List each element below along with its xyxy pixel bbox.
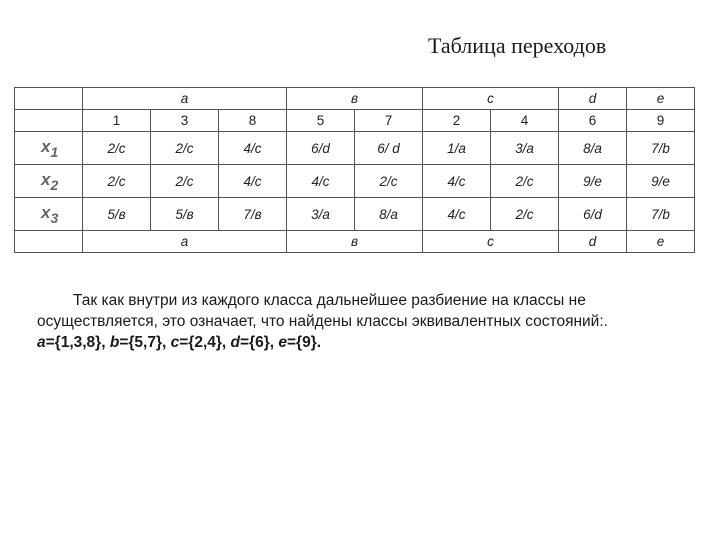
class-set: ={9} xyxy=(287,334,317,351)
class-name: c xyxy=(170,334,180,351)
transition-cell: 2/c xyxy=(83,132,151,165)
class-separator: , xyxy=(101,334,110,351)
state-cell: 3 xyxy=(151,110,219,132)
transition-cell: 4/c xyxy=(287,165,355,198)
page-title: Таблица переходов xyxy=(428,33,607,58)
corner-cell xyxy=(15,231,83,253)
transition-cell: 5/в xyxy=(151,198,219,231)
input-subscript: 3 xyxy=(50,209,59,226)
transition-cell: 8/a xyxy=(559,132,627,165)
transition-cell: 4/c xyxy=(219,165,287,198)
table-row xyxy=(15,165,695,198)
equivalence-classes-list xyxy=(37,332,677,353)
transition-cell: 7/b xyxy=(627,198,695,231)
transition-cell: 2/c xyxy=(491,198,559,231)
table-row xyxy=(15,198,695,231)
class-footer-cell: в xyxy=(287,231,423,253)
class-separator: , xyxy=(269,334,279,351)
state-cell: 5 xyxy=(287,110,355,132)
paragraph-line-1: Так как внутри из каждого класса дальнейшее разбиение на классы не xyxy=(73,292,586,309)
input-var: x xyxy=(41,136,51,156)
state-cell: 2 xyxy=(423,110,491,132)
class-header-row xyxy=(15,88,695,110)
table-row xyxy=(15,132,695,165)
class-header-cell: c xyxy=(423,88,559,110)
class-header-cell: d xyxy=(559,88,627,110)
class-name: a xyxy=(37,334,46,351)
class-name: d xyxy=(230,334,240,351)
class-separator: , xyxy=(221,334,231,351)
transition-cell: 5/в xyxy=(83,198,151,231)
class-separator: , xyxy=(161,334,171,351)
class-footer-cell: e xyxy=(627,231,695,253)
transition-cell: 9/e xyxy=(627,165,695,198)
class-header-cell: e xyxy=(627,88,695,110)
paragraph-line-2: осуществляется, это означает, что найдены классы эквивалентных состояний:. xyxy=(37,313,608,330)
input-var: x xyxy=(41,169,51,189)
input-subscript: 2 xyxy=(50,176,59,193)
state-cell: 4 xyxy=(491,110,559,132)
transition-cell: 3/a xyxy=(287,198,355,231)
input-symbol-label xyxy=(15,165,83,198)
transition-cell: 6/d xyxy=(559,198,627,231)
corner-cell xyxy=(15,110,83,132)
states-row xyxy=(15,110,695,132)
class-separator: . xyxy=(316,334,322,351)
class-header-cell: a xyxy=(83,88,287,110)
transition-cell: 4/c xyxy=(219,132,287,165)
state-cell: 8 xyxy=(219,110,287,132)
class-set: ={6} xyxy=(240,334,270,351)
class-footer-cell: a xyxy=(83,231,287,253)
class-footer-cell: c xyxy=(423,231,559,253)
transition-cell: 2/c xyxy=(83,165,151,198)
transition-cell: 7/в xyxy=(219,198,287,231)
transition-cell: 2/c xyxy=(491,165,559,198)
class-set: ={5,7} xyxy=(119,334,162,351)
class-set: ={1,3,8} xyxy=(45,334,102,351)
conclusion-paragraph xyxy=(37,290,677,353)
state-cell: 9 xyxy=(627,110,695,132)
transition-cell: 1/a xyxy=(423,132,491,165)
state-cell: 6 xyxy=(559,110,627,132)
class-set: ={2,4} xyxy=(179,334,222,351)
transition-cell: 2/c xyxy=(151,132,219,165)
state-cell: 7 xyxy=(355,110,423,132)
class-name: b xyxy=(109,334,120,351)
transition-cell: 2/c xyxy=(355,165,423,198)
class-footer-row xyxy=(15,231,695,253)
transition-cell: 7/b xyxy=(627,132,695,165)
transition-cell: 4/c xyxy=(423,198,491,231)
transition-cell: 6/d xyxy=(287,132,355,165)
transition-cell: 8/a xyxy=(355,198,423,231)
transition-cell: 9/e xyxy=(559,165,627,198)
input-symbol-label xyxy=(15,198,83,231)
transition-cell: 3/a xyxy=(491,132,559,165)
class-name: e xyxy=(278,334,287,351)
input-symbol-label xyxy=(15,132,83,165)
state-cell: 1 xyxy=(83,110,151,132)
class-header-cell: в xyxy=(287,88,423,110)
transition-cell: 2/c xyxy=(151,165,219,198)
class-footer-cell: d xyxy=(559,231,627,253)
transition-table xyxy=(14,87,695,253)
input-subscript: 1 xyxy=(50,143,59,160)
transition-cell: 4/c xyxy=(423,165,491,198)
corner-cell xyxy=(15,88,83,110)
input-var: x xyxy=(41,202,51,222)
transition-cell: 6/ d xyxy=(355,132,423,165)
